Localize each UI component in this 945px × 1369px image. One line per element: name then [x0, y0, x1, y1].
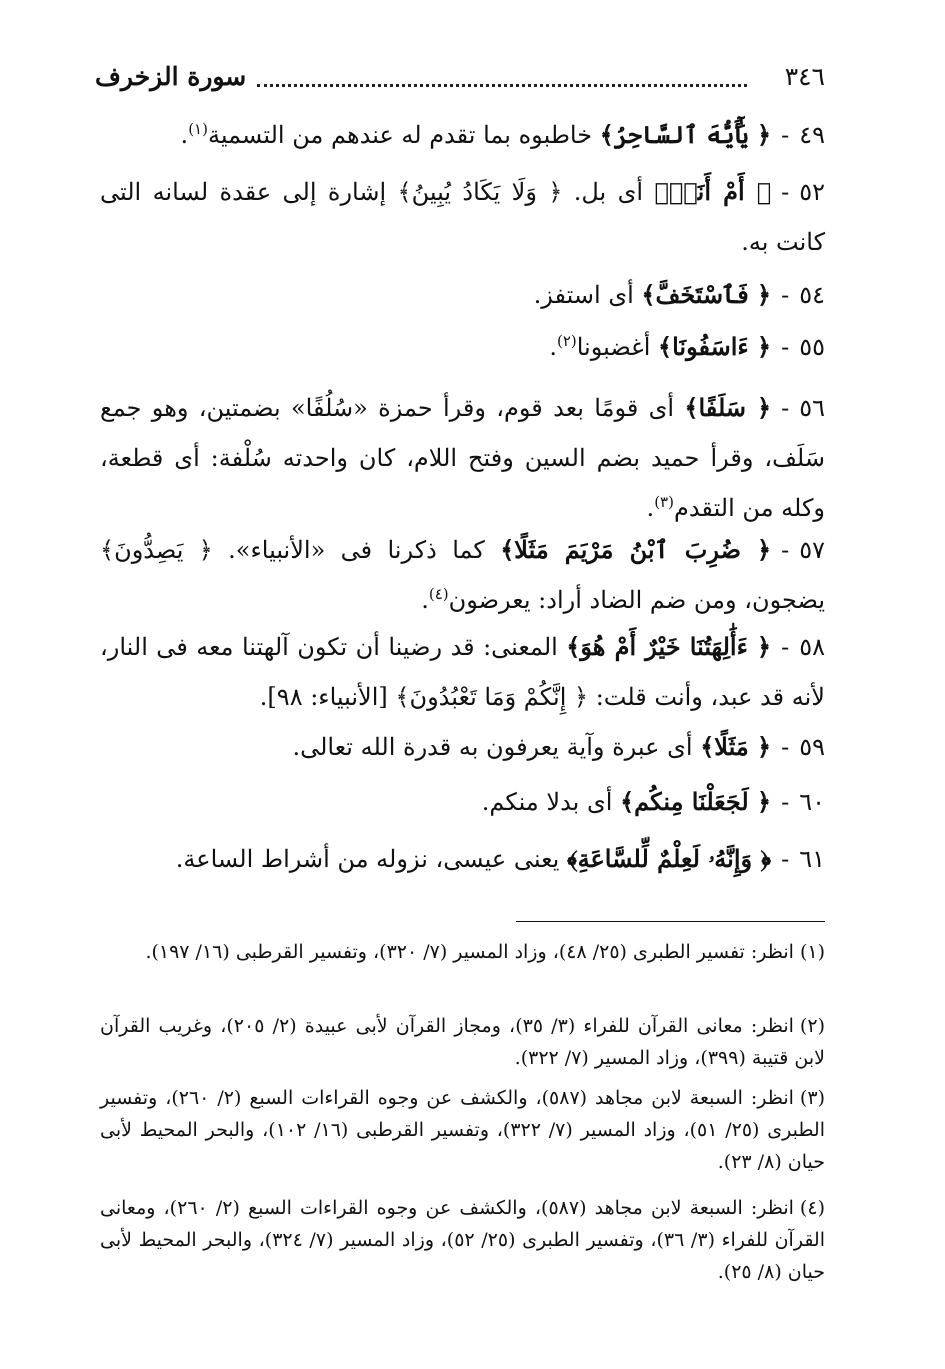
footnote-text: انظر: السبعة لابن مجاهد (٥٨٧)، والكشف عن وجوه القراءات السبع (٢/ ٢٦٠)، ومعانى القرآن للفراء (٣/ ٣٦)، وتفسير الطبرى (٢٥/ ٥٢)، وزاد المسير (٧/ ٣٢٤)، والبحر المحيط لأبى حيان (٨/ ٢٥). [100, 1197, 825, 1283]
entry-text: أى عبرة وآية يعرفون به قدرة الله تعالى. [292, 733, 701, 761]
quran-quote: ﴿ ضُرِبَ ٱبْنُ مَرْيَمَ مَثَلًا﴾ [500, 535, 772, 564]
footnote-text: انظر: معانى القرآن للفراء (٣/ ٣٥)، ومجاز القرآن لأبى عبيدة (٢/ ٢٠٥)، وغريب القرآن لابن قتيبة (٣٩٩)، وزاد المسير (٧/ ٣٢٢). [100, 1015, 825, 1069]
footnote-separator [516, 921, 825, 922]
page-number: ٣٤٦ [784, 62, 825, 91]
quran-quote: ﴿ فَٱسْتَخَفَّ﴾ [641, 280, 772, 309]
entry-49: ٤٩-﴿ يَٰٓأَيُّهَ ٱلسَّاحِرُ﴾ خاطبوه بما تقدم له عندهم من التسمية$^{(١)}$. [180, 120, 825, 149]
verse-number: ٤٩ [799, 121, 825, 149]
verse-number: ٥٩ [799, 733, 825, 761]
footnote-3 [100, 1082, 825, 1178]
footnote-4 [100, 1192, 825, 1288]
verse-number: ٥٧ [799, 536, 825, 564]
header-dotted-leader [257, 84, 747, 87]
footnote-ref: (٤) [428, 585, 449, 603]
footnote-text: انظر: تفسير الطبرى (٢٥/ ٤٨)، وزاد المسير (٧/ ٣٢٠)، وتفسير القرطبى (١٦/ ١٩٧). [145, 941, 794, 963]
verse-number: ٥٤ [799, 281, 825, 309]
footnote-2 [100, 1010, 825, 1074]
footnote-number: (١) [799, 941, 825, 963]
quran-quote: ﴿ ءَاسَفُونَا﴾ [658, 332, 772, 361]
verse-number: ٦٠ [799, 788, 825, 816]
entry-54: ٥٤-﴿ فَٱسْتَخَفَّ﴾ أى استفز. [533, 280, 825, 309]
verse-number: ٥٥ [799, 333, 825, 361]
entry-text: أى استفز. [533, 281, 642, 309]
quran-quote: ﴿ أَمْ أَنَا۠﴾ [654, 177, 772, 206]
entry-text: أى بدلا منكم. [481, 788, 621, 816]
entry-61: ٦١-﴿ وَإِنَّهُۥ لَعِلْمٌ لِّلسَّاعَةِ﴾ يعنى عيسى، نزوله من أشراط الساعة. [175, 844, 825, 873]
footnote-ref: (٢) [556, 332, 577, 350]
entry-text: يعنى عيسى، نزوله من أشراط الساعة. [175, 845, 567, 873]
surah-title: سورة الزخرف [95, 62, 247, 91]
quran-quote: ﴿ سَلَفًا﴾ [684, 393, 772, 422]
page-header [95, 60, 825, 94]
quran-quote: ﴿ وَإِنَّهُۥ لَعِلْمٌ لِّلسَّاعَةِ﴾ [566, 844, 772, 873]
footnote-number: (٢) [799, 1015, 825, 1037]
entry-text: كما ذكرنا فى «الأنبياء». ﴿ يَصِدُّونَ﴾ يضجون، ومن ضم الضاد أراد: يعرضون [100, 536, 825, 614]
entry-60: ٦٠-﴿ لَجَعَلْنَا مِنكُم﴾ أى بدلا منكم. [481, 787, 825, 816]
quran-quote: ﴿ يَٰٓأَيُّهَ ٱلسَّاحِرُ﴾ [599, 120, 772, 149]
quran-quote: ﴿ لَجَعَلْنَا مِنكُم﴾ [620, 787, 772, 816]
verse-number: ٥٨ [799, 633, 826, 661]
quran-quote: ﴿ ءَأَٰلِهَتُنَا خَيْرٌ أَمْ هُوَ﴾ [566, 632, 772, 661]
footnote-text: انظر: السبعة لابن مجاهد (٥٨٧)، والكشف عن وجوه القراءات السبع (٢/ ٢٦٠)، وتفسير الطبرى (٢٥/ ٥١)، وزاد المسير (٧/ ٣٢٢)، وتفسير القرطبى (١٦/ ١٠٢)، والبحر المحيط لأبى حيان (٨/ ٢٣). [100, 1087, 825, 1173]
entry-55: ٥٥-﴿ ءَاسَفُونَا﴾ أغضبونا$^{(٢)}$. [549, 332, 825, 361]
footnote-number: (٣) [799, 1087, 825, 1109]
footnote-1 [100, 936, 825, 968]
entry-57: ٥٧-﴿ ضُرِبَ ٱبْنُ مَرْيَمَ مَثَلًا﴾ كما ذكرنا فى «الأنبياء». ﴿ يَصِدُّونَ﴾ يضجون، ومن ضم الضاد أراد: يعرضون$^{(٤)}$. [100, 535, 825, 614]
entry-text: خاطبوه بما تقدم له عندهم من التسمية [207, 121, 600, 149]
entry-text: المعنى: قد رضينا أن تكون آلهتنا معه فى النار، لأنه قد عبد، وأنت قلت: ﴿ إِنَّكُمْ وَمَا تَعْبُدُونَ﴾ [الأنبياء: ٩٨]. [100, 633, 825, 711]
verse-number: ٦١ [799, 845, 825, 873]
entry-56: ٥٦-﴿ سَلَفًا﴾ أى قومًا بعد قوم، وقرأ حمزة «سُلُفًا» بضمتين، وهو جمع سَلَف، وقرأ حميد بضم السين وفتح اللام، كان واحدته سُلْفة: أى قطعة، وكله من التقدم$^{(٣)}$. [100, 393, 825, 522]
quran-quote: ﴿ مَثَلًا﴾ [700, 732, 772, 761]
entry-52: ٥٢-﴿ أَمْ أَنَا۠﴾ أى بل. ﴿ وَلَا يَكَادُ يُبِينُ﴾ إشارة إلى عقدة لسانه التى كانت به. [100, 177, 825, 256]
entry-text: أى قومًا بعد قوم، وقرأ حمزة «سُلُفًا» بضمتين، وهو جمع سَلَف، وقرأ حميد بضم السين وفتح اللام، كان واحدته سُلْفة: أى قطعة، وكله من التقدم [100, 394, 825, 522]
entry-text: أى بل. ﴿ وَلَا يَكَادُ يُبِينُ﴾ إشارة إلى عقدة لسانه التى كانت به. [100, 178, 825, 256]
entry-58: ٥٨-﴿ ءَأَٰلِهَتُنَا خَيْرٌ أَمْ هُوَ﴾ المعنى: قد رضينا أن تكون آلهتنا معه فى النار، لأنه قد عبد، وأنت قلت: ﴿ إِنَّكُمْ وَمَا تَعْبُدُونَ﴾ [الأنبياء: ٩٨]. [100, 632, 826, 711]
verse-number: ٥٢ [799, 178, 825, 206]
entry-text: أغضبونا [576, 333, 659, 361]
footnote-ref: (٣) [654, 493, 674, 511]
footnote-ref: (١) [188, 120, 208, 138]
footnote-number: (٤) [799, 1197, 825, 1219]
verse-number: ٥٦ [799, 394, 825, 422]
entry-59: ٥٩-﴿ مَثَلًا﴾ أى عبرة وآية يعرفون به قدرة الله تعالى. [292, 732, 825, 761]
